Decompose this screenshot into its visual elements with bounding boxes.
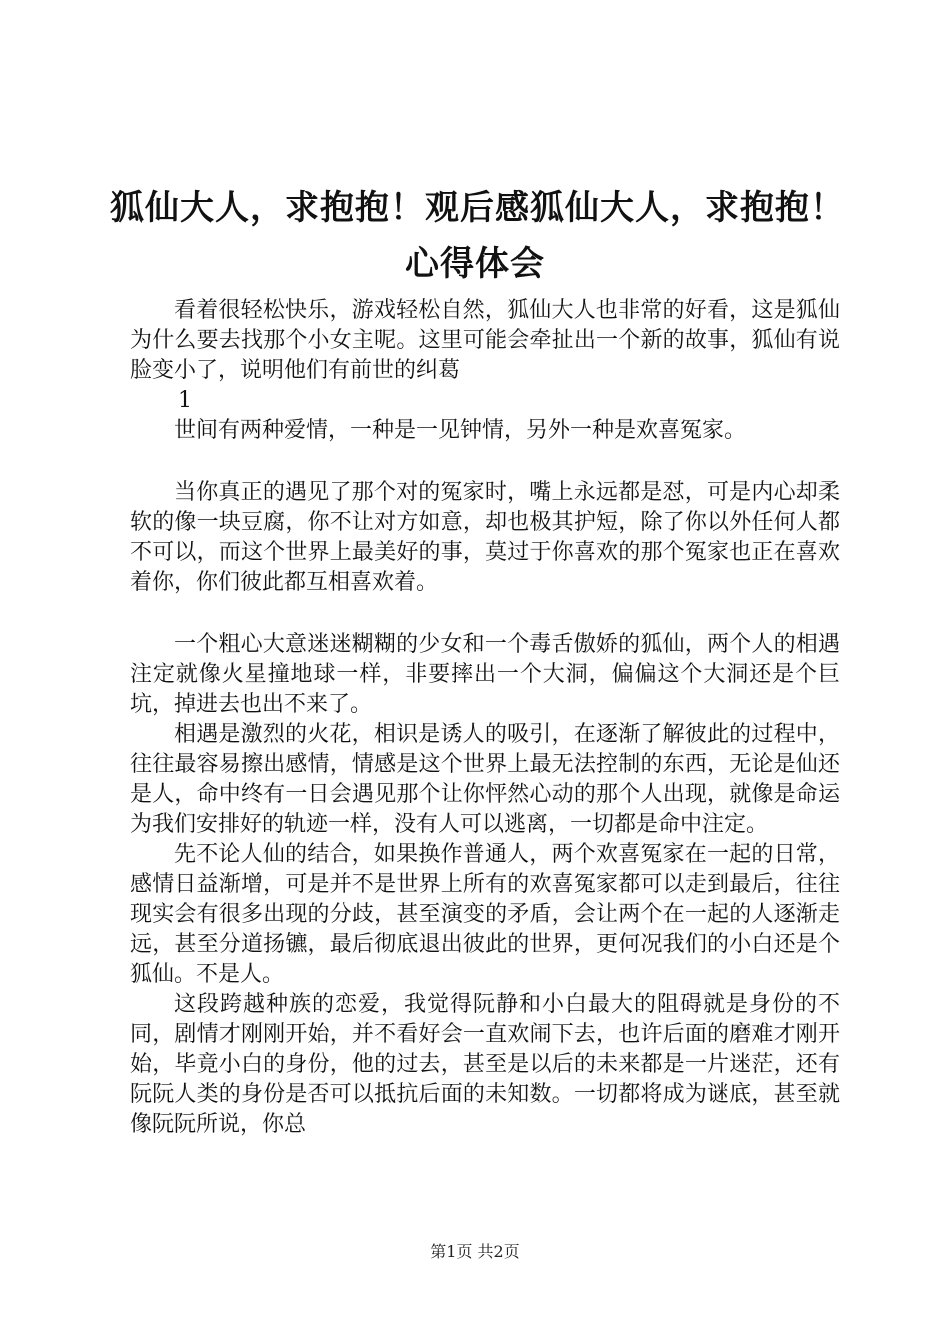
page-footer: 第1页 共2页	[430, 1242, 520, 1261]
paragraph-1: 看着很轻松快乐，游戏轻松自然，狐仙大人也非常的好看，这是狐仙为什么要去找那个小女主呢。这里可能会牵扯出一个新的故事，狐仙有说脸变小了，说明他们有前世的纠葛	[130, 298, 840, 383]
paragraph-number: 1	[178, 388, 192, 413]
paragraph-5: 相遇是激烈的火花，相识是诱人的吸引，在逐渐了解彼此的过程中，往往最容易擦出感情，情感是这个世界上最无法控制的东西，无论是仙还是人，命中终有一日会遇见那个让你怦然心动的那个人出现，就像是命运为我们安排好的轨迹一样，没有人可以逃离，一切都是命中注定。	[130, 722, 840, 837]
paragraph-gap	[130, 598, 840, 630]
paragraph-gap	[130, 446, 840, 478]
paragraph-7: 这段跨越种族的恋爱，我觉得阮静和小白最大的阻碍就是身份的不同，剧情才刚刚开始，并不看好会一直欢闹下去，也许后面的磨难才刚开始，毕竟小白的身份，他的过去，甚至是以后的未来都是一片迷茫，还有阮阮人类的身份是否可以抵抗后面的未知数。一切都将成为谜底，甚至就像阮阮所说，你总	[130, 992, 840, 1137]
paragraph-3: 当你真正的遇见了那个对的冤家时，嘴上永远都是怼，可是内心却柔软的像一块豆腐，你不让对方如意，却也极其护短，除了你以外任何人都不可以，而这个世界上最美好的事，莫过于你喜欢的那个冤家也正在喜欢着你，你们彼此都互相喜欢着。	[130, 480, 840, 595]
paragraph-2: 世间有两种爱情，一种是一见钟情，另外一种是欢喜冤家。	[174, 418, 747, 443]
document-title-line-2: 心得体会	[405, 244, 545, 284]
paragraph-6: 先不论人仙的结合，如果换作普通人，两个欢喜冤家在一起的日常，感情日益渐增，可是并不是世界上所有的欢喜冤家都可以走到最后，往往现实会有很多出现的分歧，甚至演变的矛盾，会让两个在一起的人逐渐走远，甚至分道扬镳，最后彻底退出彼此的世界，更何况我们的小白还是个狐仙。不是人。	[130, 842, 840, 987]
document-title-line-1: 狐仙大人，求抱抱！观后感狐仙大人，求抱抱！	[110, 188, 845, 228]
paragraph-4: 一个粗心大意迷迷糊糊的少女和一个毒舌傲娇的狐仙，两个人的相遇注定就像火星撞地球一样，非要摔出一个大洞，偏偏这个大洞还是个巨坑，掉进去也出不来了。	[130, 632, 840, 717]
document-body	[130, 296, 840, 1140]
